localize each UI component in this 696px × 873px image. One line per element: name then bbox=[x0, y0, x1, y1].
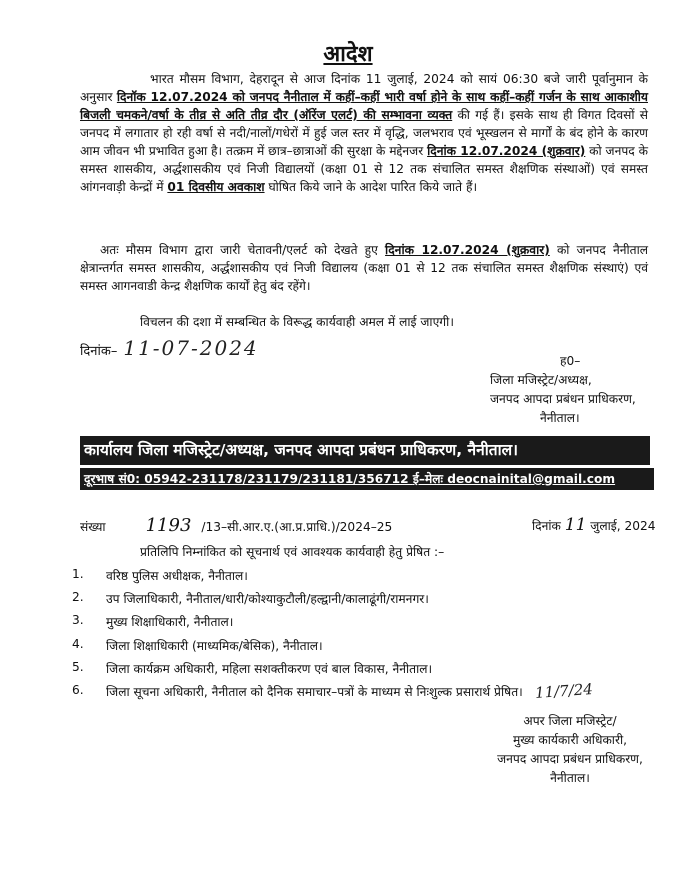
signatory-title: जिला मजिस्ट्रेट/अध्यक्ष, bbox=[490, 373, 592, 387]
reference-code: /13–सी.आर.ए.(आ.प्र.प्राधि.)/2024–25 bbox=[201, 520, 393, 534]
signatory-authority: जनपद आपदा प्रबंधन प्राधिकरण, bbox=[497, 752, 643, 766]
item-number: 5. bbox=[72, 659, 84, 674]
phone-label: दूरभाष सं0: bbox=[84, 472, 141, 486]
list-item bbox=[72, 590, 523, 613]
signatory-role: मुख्य कार्यकारी अधिकारी, bbox=[513, 733, 627, 747]
item-text: उप जिलाधिकारी, नैनीताल/धारी/कोश्याकुटौली/हल्द्वानी/कालाढूंगी/रामनगर। bbox=[106, 592, 429, 607]
signatory-place: नैनीताल। bbox=[540, 411, 580, 425]
handwritten-initials: 11/7/24 bbox=[534, 680, 594, 702]
list-item bbox=[72, 683, 523, 706]
item-text: वरिष्ठ पुलिस अधीक्षक, नैनीताल। bbox=[106, 569, 248, 583]
contact-banner bbox=[80, 468, 654, 490]
signature-block-adm bbox=[470, 712, 670, 788]
email-address: deocnainital@gmail.com bbox=[442, 472, 616, 486]
text: को जनपद के समस्त शासकीय, अर्द्धशासकीय एवं निजी विद्यालयों (कक्षा 01 से 12 तक संचालित समस्त शैक्षणिक संस्थाओं) एवं समस्त आंगनवाड़ी केन्द्रों में bbox=[80, 144, 648, 194]
signatory-authority: जनपद आपदा प्रबंधन प्राधिकरण, bbox=[490, 392, 636, 406]
phone-numbers: 05942-231178/231179/231181/356712 bbox=[140, 472, 413, 486]
list-item bbox=[72, 613, 523, 636]
list-item bbox=[72, 637, 523, 660]
item-number: 6. bbox=[72, 682, 84, 697]
signature-block-dm bbox=[490, 352, 636, 428]
item-number: 2. bbox=[72, 590, 84, 605]
order-paragraph-3: विचलन की दशा में सम्बन्धित के विरूद्ध कार्यवाही अमल में लाई जाएगी। bbox=[140, 315, 454, 329]
office-banner: कार्यालय जिला मजिस्ट्रेट/अध्यक्ष, जनपद आपदा प्रबंधन प्राधिकरण, नैनीताल। bbox=[80, 436, 650, 465]
item-number: 4. bbox=[72, 636, 84, 651]
copy-to-heading: प्रतिलिपि निम्नांकित को सूचनार्थ एवं आवश्यक कार्यवाही हेतु प्रेषित :– bbox=[140, 545, 445, 559]
order-date bbox=[80, 336, 259, 360]
text: घोषित किये जाने के आदेश पारित किये जाते हैं। bbox=[264, 180, 478, 194]
reference-date bbox=[532, 515, 656, 535]
list-item bbox=[72, 567, 523, 590]
reference-label: संख्या bbox=[80, 520, 106, 534]
text: को जनपद नैनीताल क्षेत्रान्तर्गत समस्त शासकीय, अर्द्धशासकीय एवं निजी विद्यालय (कक्षा 01 से 12 तक संचालित समस्त शैक्षणिक संस्थाएं) एवं समस्त आगनवाडी केन्द्र शैक्षणिक कार्यों हेतु बंद रहेंगे। bbox=[80, 243, 648, 293]
document-title: आदेश bbox=[323, 42, 373, 67]
highlight-date: दिनांक 12.07.2024 (शुक्रवार) bbox=[385, 243, 550, 257]
signatory-place: नैनीताल। bbox=[550, 771, 590, 785]
reference-date-rest: जुलाई, 2024 bbox=[586, 519, 656, 533]
item-text: जिला शिक्षाधिकारी (माध्यमिक/बेसिक), नैनीताल। bbox=[106, 638, 323, 653]
signatory-title: अपर जिला मजिस्ट्रेट/ bbox=[523, 714, 617, 728]
signature-mark: ह0– bbox=[560, 354, 581, 368]
list-item bbox=[72, 660, 523, 683]
reference-date-label: दिनांक bbox=[532, 519, 561, 533]
handwritten-date: 11-07-2024 bbox=[123, 336, 259, 360]
item-number: 1. bbox=[72, 567, 84, 581]
order-paragraph-1 bbox=[80, 70, 648, 196]
date-label: दिनांक– bbox=[80, 344, 118, 359]
recipient-list bbox=[72, 567, 523, 706]
reference-date-day: 11 bbox=[564, 515, 587, 535]
highlight-date: दिनांक 12.07.2024 (शुक्रवार) bbox=[427, 144, 586, 158]
highlight-holiday: 01 दिवसीय अवकाश bbox=[167, 180, 265, 194]
order-paragraph-2 bbox=[80, 241, 648, 295]
reference-row bbox=[80, 515, 660, 536]
item-number: 3. bbox=[72, 613, 84, 628]
reference-number: 1193 bbox=[145, 515, 192, 536]
email-label: ई–मेलः bbox=[412, 472, 443, 486]
text: की गई हैं। इसके साथ ही विगत दिवसों से जनपद में लगातार हो रही वर्षा से नदी/नालों/गधेरों में हुई जल स्तर में वृद्धि, जलभराव एवं भूस्खलन से मार्गों के बंद होने के कारण आम जीवन भी प्रभावित हुआ है। तत्क्रम में छात्र–छात्राओं की सुरक्षा के मद्देनजर bbox=[80, 108, 648, 158]
text: भारत मौसम विभाग, देहरादून से आज दिनांक 11 जुलाई, 2024 को सायं 06:30 बजे जारी पूर्वानुमान के अनुसार bbox=[80, 72, 648, 104]
item-text: जिला सूचना अधिकारी, नैनीताल को दैनिक समाचार–पत्रों के माध्यम से निःशुल्क प्रसारार्थ प्रेषित। bbox=[106, 684, 523, 699]
item-text: मुख्य शिक्षाधिकारी, नैनीताल। bbox=[106, 615, 234, 630]
text: अतः मौसम विभाग द्वारा जारी चेतावनी/एलर्ट को देखते हुए bbox=[100, 243, 386, 257]
item-text: जिला कार्यक्रम अधिकारी, महिला सशक्तीकरण एवं बाल विकास, नैनीताल। bbox=[106, 661, 433, 676]
highlight-forecast: दिनॉक 12.07.2024 को जनपद नैनीताल में कहीं–कहीं भारी वर्षा होने के साथ कहीं–कहीं गर्जन के साथ आकाशीय बिजली चमकने/वर्षा के तीव्र से अति तीव्र दौर (ऑरेंज एलर्ट) की सम्भावना व्यक्त bbox=[80, 90, 648, 122]
